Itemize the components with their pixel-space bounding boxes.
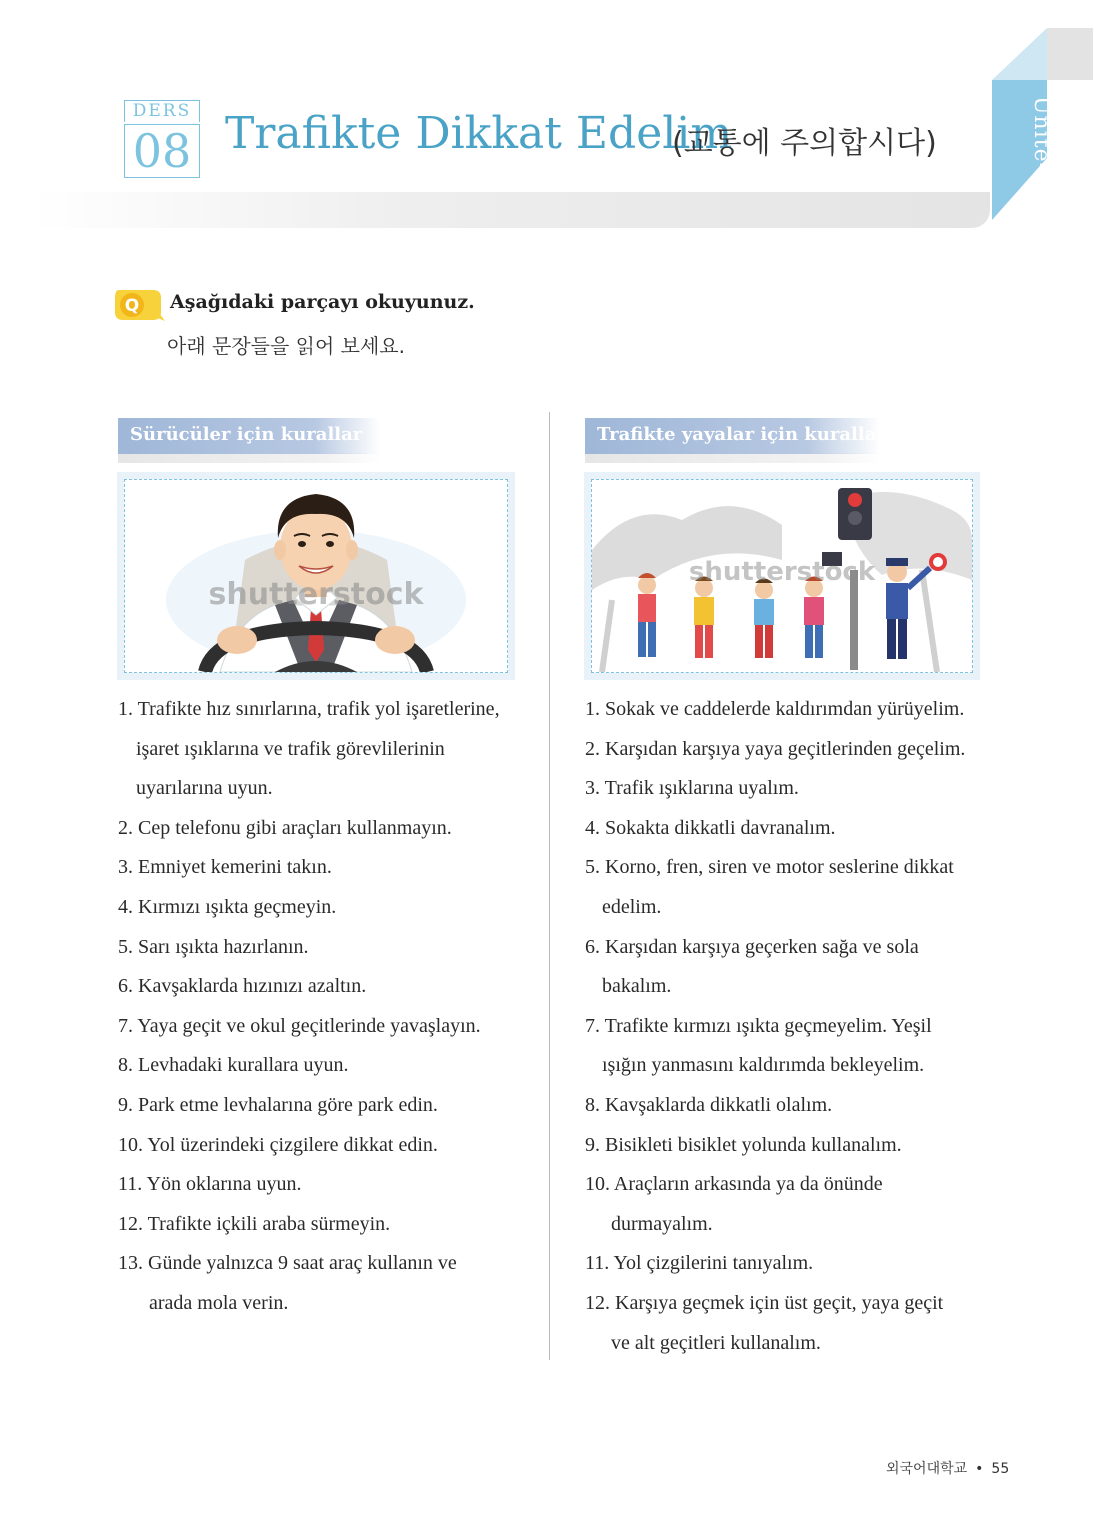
driver-illustration [124, 479, 508, 673]
rule-item [585, 1244, 965, 1284]
rule-text: 10. Yol üzerindeki çizgilere dikkat edin. [118, 1133, 438, 1156]
rule-text: 9. Bisikleti bisiklet yolunda kullanalım. [585, 1133, 902, 1156]
rule-item [585, 1007, 965, 1086]
rule-item [118, 848, 500, 888]
lesson-number: 08 [124, 124, 200, 178]
rule-text-continuation: uyarılarına uyun. [136, 777, 273, 800]
rule-text-continuation: ve alt geçitleri kullanalım. [611, 1331, 821, 1354]
rule-text-continuation: bakalım. [602, 975, 672, 998]
rule-text: 9. Park etme levhalarına göre park edin. [118, 1093, 438, 1116]
section-heading-drivers: Sürücüler için kurallar [118, 418, 380, 454]
page-title-korean: (교통에 주의합시다) [672, 126, 937, 161]
footer-school: 외국어대학교 [886, 1461, 968, 1477]
rule-text: 2. Karşıdan karşıya yaya geçitlerinden geçelim. [585, 737, 966, 760]
watermark-right: shutterstock [688, 557, 876, 587]
rule-text: 11. Yön oklarına uyun. [118, 1173, 302, 1196]
rule-item [118, 967, 500, 1007]
instruction-korean: 아래 문장들을 읽어 보세요. [167, 334, 405, 358]
rule-text-continuation: işaret ışıklarına ve trafik görevlilerinin [136, 737, 445, 760]
rule-text-continuation: edelim. [602, 895, 662, 918]
page-title: Trafikte Dikkat Edelim [225, 108, 733, 159]
rule-text: 12. Trafikte içkili araba sürmeyin. [118, 1212, 391, 1235]
rule-item [585, 848, 965, 927]
rule-text: 1. Trafikte hız sınırlarına, trafik yol işaretlerine, [118, 698, 500, 720]
rule-text: 5. Sarı ışıkta hazırlanın. [118, 935, 309, 958]
column-divider [549, 412, 550, 1360]
rule-text-continuation: durmayalım. [611, 1212, 713, 1235]
rule-item [585, 690, 965, 730]
rule-item [585, 769, 965, 809]
section-label-shadow [118, 453, 380, 463]
rule-text: 8. Levhadaki kurallara uyun. [118, 1054, 349, 1077]
rule-item [585, 928, 965, 1007]
rule-item [118, 1244, 500, 1323]
rule-text-continuation: ışığın yanmasını kaldırımda bekleyelim. [602, 1054, 925, 1077]
rule-item [585, 1126, 965, 1166]
rule-text: 1. Sokak ve caddelerde kaldırımdan yürüyelim. [585, 698, 965, 720]
rule-text: 7. Trafikte kırmızı ışıkta geçmeyelim. Yeşil [585, 1014, 932, 1037]
rule-text: 5. Korno, fren, siren ve motor seslerine dikkat [585, 856, 954, 879]
rule-text: 3. Trafik ışıklarına uyalım. [585, 777, 799, 800]
page-number: 55 [991, 1461, 1010, 1477]
instruction-turkish: Aşağıdaki parçayı okuyunuz. [170, 291, 475, 313]
rule-text: 7. Yaya geçit ve okul geçitlerinde yavaşlayın. [118, 1014, 481, 1037]
rule-item [118, 1205, 500, 1245]
rule-text: 6. Kavşaklarda hızınızı azaltın. [118, 975, 367, 998]
page-footer [886, 1458, 1009, 1478]
rule-item [118, 1007, 500, 1047]
footer-separator: • [975, 1461, 984, 1477]
rule-item [118, 928, 500, 968]
rule-item [585, 730, 965, 770]
rule-item [118, 1165, 500, 1205]
pedestrians-crossing-illustration [591, 479, 973, 673]
lesson-number-box [124, 100, 200, 176]
rule-text: 6. Karşıdan karşıya geçerken sağa ve sola [585, 935, 919, 958]
rule-item [585, 1086, 965, 1126]
watermark-left: shutterstock [208, 577, 424, 612]
rule-text: 4. Kırmızı ışıkta geçmeyin. [118, 895, 337, 918]
rule-text: 2. Cep telefonu gibi araçları kullanmayın. [118, 816, 452, 839]
rule-item [585, 1284, 965, 1363]
section-label-shadow [585, 453, 880, 463]
rule-item [118, 690, 500, 809]
driver-rules-list [118, 690, 500, 1324]
pedestrian-image-frame [584, 472, 980, 680]
rule-item [585, 1165, 965, 1244]
rule-text: 12. Karşıya geçmek için üst geçit, yaya geçit [585, 1291, 944, 1314]
q-speech-bubble-icon [113, 288, 165, 322]
rule-text-continuation: arada mola verin. [149, 1291, 289, 1314]
rule-item [118, 1046, 500, 1086]
rule-item [118, 1126, 500, 1166]
pedestrian-rules-list [585, 690, 965, 1363]
rule-text: 10. Araçların arkasında ya da önünde [585, 1173, 883, 1196]
unit-label: Ünite-3 [1029, 95, 1054, 187]
rule-item [585, 809, 965, 849]
rule-text: 13. Günde yalnızca 9 saat araç kullanın ve [118, 1252, 457, 1275]
rule-item [118, 888, 500, 928]
rule-text: 3. Emniyet kemerini takın. [118, 856, 332, 879]
rule-item [118, 809, 500, 849]
q-icon-letter: Q [124, 296, 140, 316]
rule-item [118, 1086, 500, 1126]
driver-image-frame [117, 472, 515, 680]
section-heading-pedestrians: Trafikte yayalar için kurallar [585, 418, 880, 454]
rule-text: 8. Kavşaklarda dikkatli olalım. [585, 1093, 833, 1116]
rule-text: 11. Yol çizgilerini tanıyalım. [585, 1252, 814, 1275]
header-band [30, 192, 990, 228]
lesson-label: DERS [124, 100, 200, 122]
rule-text: 4. Sokakta dikkatli davranalım. [585, 816, 836, 839]
